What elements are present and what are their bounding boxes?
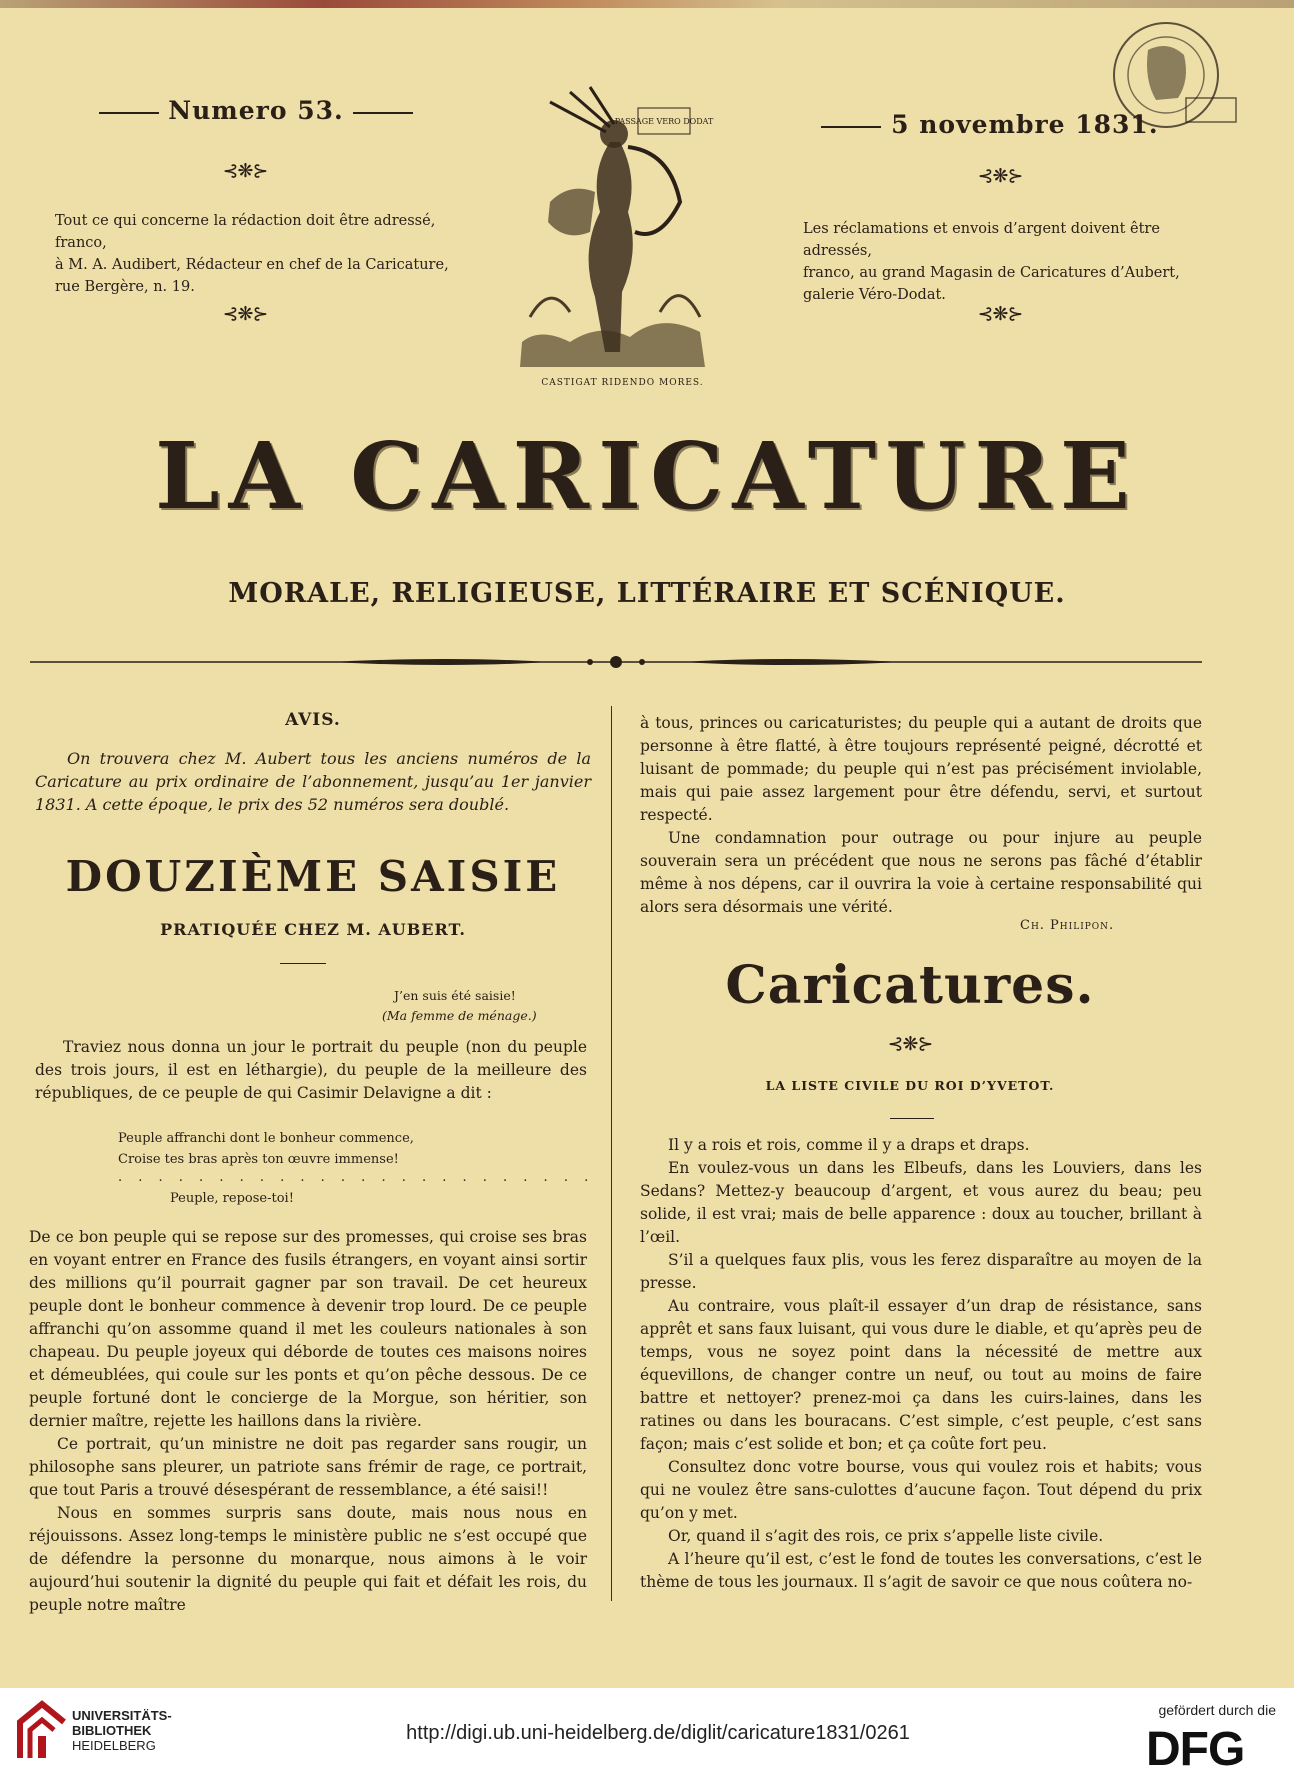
vignette-sign: PASSAGE VERO DODAT xyxy=(614,117,714,126)
ornament-left-top: ⊰❋⊱ xyxy=(222,160,268,182)
avis-heading: AVIS. xyxy=(285,710,341,730)
caricatures-heading: Caricatures. xyxy=(725,955,1095,1016)
source-url[interactable]: http://digi.ub.uni-heidelberg.de/diglit/caricature1831/0261 xyxy=(406,1722,910,1744)
poem-last-line: Peuple, repose-toi! xyxy=(170,1191,294,1206)
article-para-1: Traviez nous donna un jour le portrait du peuple (non du peuple des trois jours, il est en léthargie), du peuple de la meilleure des républiques, de ce peuple de qui Casimir Delavigne a dit : xyxy=(35,1038,587,1102)
poem: Peuple affranchi dont le bonheur commence, Croise tes bras après ton œuvre immense! xyxy=(118,1131,414,1167)
poem-ellipsis: . . . . . . . . . . . . . . . . . . . . . . . . xyxy=(118,1170,595,1185)
epigraph-source: (Ma femme de ménage.) xyxy=(382,1008,537,1023)
ornament-left-bottom: ⊰❋⊱ xyxy=(222,303,268,325)
article-heading: DOUZIÈME SAISIE xyxy=(65,852,561,901)
subscription-address: Les réclamations et envois d’argent doivent être adressés, franco, au grand Magasin de Caricatures d’Aubert, galerie Véro-Dodat. xyxy=(803,221,1180,303)
masthead-vignette xyxy=(510,82,715,368)
issue-number: Numero 53. xyxy=(86,96,426,125)
ornament-right-bottom: ⊰❋⊱ xyxy=(977,303,1023,325)
page-edge xyxy=(0,0,1294,8)
funding-note: gefördert durch die xyxy=(1158,1702,1276,1718)
issue-date: 5 novembre 1831. xyxy=(820,110,1160,139)
motto: CASTIGAT RIDENDO MORES. xyxy=(541,378,704,388)
title-divider xyxy=(30,655,1202,669)
dfg-logo: DFG xyxy=(1146,1723,1245,1776)
avis-text: On trouvera chez M. Aubert tous les anciens numéros de la Caricature au prix ordinaire de l’abonnement, jusqu’au 1er janvier 1831. A cette époque, le prix des 52 numéros sera doublé. xyxy=(35,749,591,814)
ornament-caricatures: ⊰❋⊱ xyxy=(887,1033,933,1055)
column-divider xyxy=(611,706,612,1601)
ornament-right-top: ⊰❋⊱ xyxy=(977,165,1023,187)
short-rule xyxy=(280,963,326,964)
signature: Ch. Philipon. xyxy=(1020,918,1115,933)
article-continuation: à tous, princes ou caricaturistes; du peuple qui a autant de droits que personne à être flatté, à être toujours représenté peigné, décrotté et luisant de pommade; du peuple qui n’est pas précisément inviolable, mais qui paie assez largement pour être défendu, servi, et surtout respecté. Une condamnation pour outrage ou pour injure au peuple souverain sera un précédent que nous ne serons pas fâché d’établir même à nos dépens, car il ouvrira la voie à certaine responsabilité qui alors sera désormais une vérité. xyxy=(640,714,1202,916)
library-name: UNIVERSITÄTS- BIBLIOTHEK HEIDELBERG xyxy=(72,1708,172,1753)
liste-civile-article: Il y a rois et rois, comme il y a draps et draps. En voulez-vous un dans les Elbeufs, dans les Louviers, dans les Sedans? Mettez-y beaucoup d’argent, et vous aurez du beau; peu solide, il est vrai; mais de belle apparence : doux au toucher, brillant à l’œil. S’il a quelques faux plis, vous les ferez disparaître au moyen de la presse. Au contraire, vous plaît-il essayer d’un drap de résistance, sans apprêt et sans faux luisant, qui vous dure le diable, et qu’après peu de temps, vous ne soyez point dans la nécessité de mettre aux équevillons, de changer contre un neuf, ou tout au moins de faire battre et nettoyer? prenez-moi ça dans les cuirs-laines, dans les ratines ou dans les bouracans. C’est simple, c’est peuple, c’est sans façon; mais c’est solide et bon; et ça coûte fort peu. Consultez donc votre bourse, vous qui voulez rois et habits; vous qui ne voulez être sans-culottes d’aucune façon. Tout dépend du prix qu’on y met. Or, quand il s’agit des rois, ce prix s’appelle liste civile. A l’heure qu’il est, c’est le fond de toutes les conversations, c’est le thème de tous les journaux. Il s’agit de savoir ce que nous coûtera no- xyxy=(640,1136,1202,1591)
newspaper-title: LA CARICATURE xyxy=(154,422,1140,530)
editorial-address: Tout ce qui concerne la rédaction doit être adressé, franco, à M. A. Audibert, Rédacteur en chef de la Caricature, rue Bergère, n. 19. xyxy=(55,213,449,295)
epigraph: J’en suis été saisie! xyxy=(394,988,516,1003)
article-body: De ce bon peuple qui se repose sur des promesses, qui croise ses bras en voyant entrer en France des fusils étrangers, en voyant ainsi sortir des millions qu’il pourrait gagner par son travail. De cet heureux peuple dont le bonheur commence à devenir trop lourd. De ce peuple affranchi qu’on assomme quand il met les couleurs nationales à son chapeau. Du peuple joyeux qui déborde de toutes ces maisons noires et démeublées, qui coule sur les ponts et qu’on pêche dessous. De ce peuple fortuné dont le concierge de la Morgue, son héritier, son dernier maître, rejette les haillons dans la rivière. Ce portrait, qu’un ministre ne doit pas regarder sans rougir, un philosophe sans pleurer, un patriote sans frémir de rage, ce portrait, que tout Paris a trouvé désespérant de ressemblance, a été saisi!! Nous en sommes surpris sans doute, mais nous nous en réjouissons. Assez long-temps le ministère public ne s’est occupé que de défendre la personne du monarque, nous aimons à le voir aujourd’hui soutenir la dignité du peuple qui fait et défait les rois, du peuple notre maître xyxy=(29,1228,587,1614)
newspaper-subtitle: MORALE, RELIGIEUSE, LITTÉRAIRE ET SCÉNIQUE. xyxy=(228,578,1066,609)
postage-stamp xyxy=(1086,20,1248,130)
section-heading: LA LISTE CIVILE DU ROI D’YVETOT. xyxy=(765,1078,1055,1093)
university-logo-icon xyxy=(14,1700,70,1764)
short-rule-right xyxy=(890,1118,934,1119)
article-subheading: PRATIQUÉE CHEZ M. AUBERT. xyxy=(160,920,466,939)
